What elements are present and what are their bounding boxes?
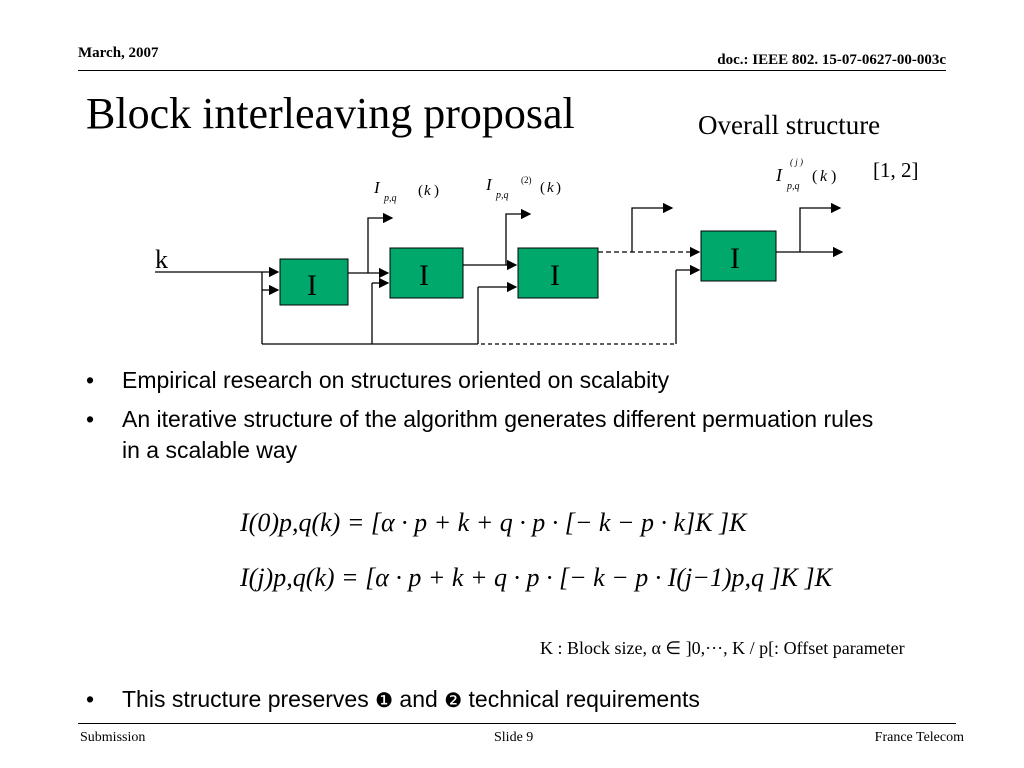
svg-text:p,q: p,q bbox=[384, 193, 397, 204]
svg-text:): ) bbox=[831, 168, 837, 185]
svg-text:p,q: p,q bbox=[496, 190, 509, 201]
bullet-list-bottom bbox=[80, 684, 940, 715]
svg-text:k: k bbox=[820, 168, 828, 185]
output-tap-j bbox=[800, 208, 840, 252]
footer-organization: France Telecom bbox=[874, 730, 964, 745]
header-document-id: doc.: IEEE 802. 15-07-0627-00-003c bbox=[717, 52, 946, 68]
bullet-list bbox=[80, 365, 880, 474]
bullet-item: • An iterative structure of the algorithm generates different permuation rules in a scalable way bbox=[80, 404, 880, 466]
input-label: k bbox=[155, 245, 168, 274]
output-label-1 bbox=[373, 178, 439, 204]
output-tap-3 bbox=[632, 208, 672, 252]
bullet-text-suffix: technical requirements bbox=[462, 686, 700, 712]
footer-slide-number: Slide 9 bbox=[494, 730, 534, 745]
bullet-item bbox=[80, 684, 940, 715]
svg-text:(: ( bbox=[540, 180, 545, 196]
reference-citation: [1, 2] bbox=[873, 158, 919, 182]
bullet-item: • Empirical research on structures oriented on scalabity bbox=[80, 365, 880, 396]
parameter-note: K : Block size, α ∈ ]0,···, K / p[: Offset parameter bbox=[540, 638, 905, 658]
interleaver-block-j-label: I bbox=[730, 242, 740, 275]
svg-text:k: k bbox=[547, 180, 554, 196]
number-two-icon: ❷ bbox=[444, 688, 463, 712]
svg-text:I: I bbox=[776, 165, 782, 185]
svg-text:(2): (2) bbox=[521, 175, 532, 185]
slide-title: Block interleaving proposal bbox=[86, 89, 575, 138]
footer-submission: Submission bbox=[80, 730, 146, 745]
svg-text:p,q: p,q bbox=[787, 181, 800, 192]
number-one-icon: ❶ bbox=[375, 688, 394, 712]
slide-subtitle: Overall structure bbox=[698, 110, 881, 140]
svg-text:I: I bbox=[374, 178, 380, 197]
interleaver-block-2-label: I bbox=[419, 259, 429, 292]
header-date: March, 2007 bbox=[78, 45, 159, 61]
svg-text:): ) bbox=[556, 180, 561, 196]
equation-iterative: I(j)p,q(k) = [α · p + k + q · p · [− k − p · I(j−1)p,q ]K ]K bbox=[240, 563, 832, 592]
output-label-j bbox=[775, 157, 836, 192]
bullet-text-prefix: This structure preserves bbox=[122, 686, 376, 712]
svg-text:(: ( bbox=[418, 183, 423, 199]
equation-initial: I(0)p,q(k) = [α · p + k + q · p · [− k − p · k]K ]K bbox=[240, 508, 747, 537]
output-label-2 bbox=[485, 175, 561, 201]
svg-text:): ) bbox=[434, 183, 439, 199]
svg-text:(: ( bbox=[812, 168, 818, 185]
svg-text:I: I bbox=[486, 175, 492, 194]
interleaver-block-1-label: I bbox=[307, 269, 317, 302]
svg-text:k: k bbox=[424, 183, 431, 199]
bullet-text-middle: and bbox=[393, 686, 445, 712]
interleaver-block-3-label: I bbox=[550, 259, 560, 292]
output-tap-1 bbox=[368, 218, 392, 273]
svg-text:( j ): ( j ) bbox=[790, 157, 803, 167]
footer-divider bbox=[78, 723, 956, 724]
interleaver-diagram bbox=[0, 0, 1024, 360]
